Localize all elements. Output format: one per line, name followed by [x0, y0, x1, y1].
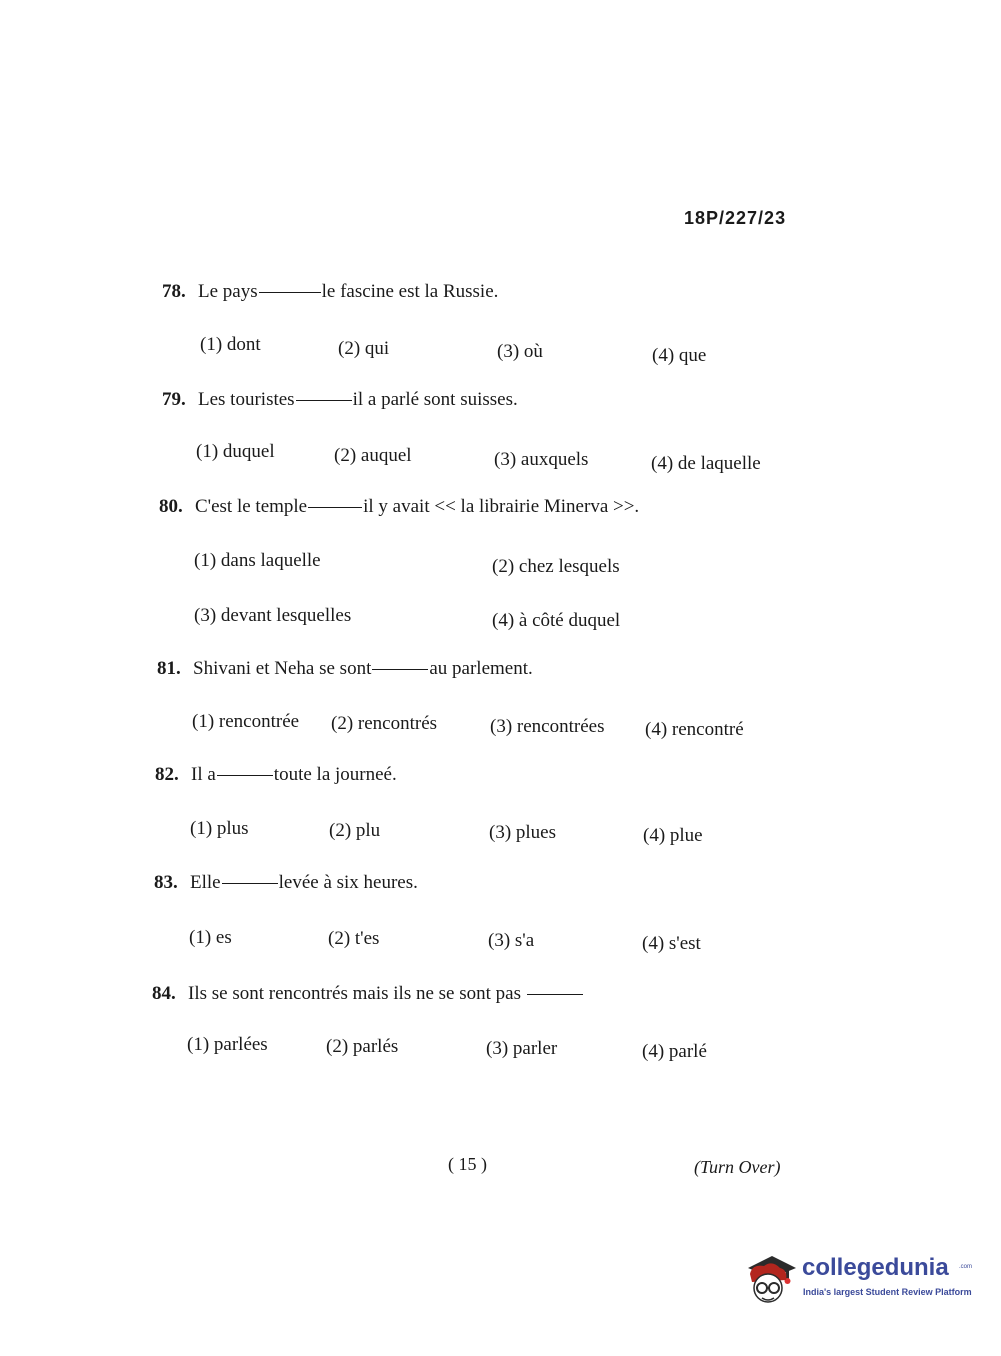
option-80-3: (3) devant lesquelles	[194, 605, 352, 626]
question-text-before: Elle	[190, 872, 221, 893]
answer-blank	[296, 400, 352, 401]
option-82-3: (3) plues	[489, 822, 557, 843]
option-78-2: (2) qui	[338, 338, 390, 359]
option-82-2: (2) plu	[329, 820, 381, 841]
question-text-before: Le pays	[198, 281, 258, 302]
question-80	[159, 496, 639, 518]
answer-blank	[372, 669, 428, 670]
option-83-3: (3) s'a	[488, 930, 535, 951]
option-84-1: (1) parlées	[187, 1034, 268, 1055]
question-number: 83.	[154, 872, 178, 893]
collegedunia-logo	[742, 1250, 972, 1310]
option-81-2: (2) rencontrés	[331, 713, 438, 734]
option-81-1: (1) rencontrée	[192, 711, 300, 732]
question-text-after: il y avait << la librairie Minerva >>.	[363, 496, 640, 517]
paper-code: 18P/227/23	[684, 208, 787, 228]
option-83-2: (2) t'es	[328, 928, 380, 949]
answer-blank	[217, 775, 273, 776]
option-84-2: (2) parlés	[326, 1036, 399, 1057]
turn-over-label: (Turn Over)	[694, 1157, 781, 1177]
answer-blank	[222, 883, 278, 884]
option-80-1: (1) dans laquelle	[194, 550, 321, 571]
page-number: ( 15 )	[448, 1154, 487, 1174]
option-84-3: (3) parler	[486, 1038, 558, 1059]
logo-wordmark: collegedunia	[802, 1254, 949, 1281]
option-83-4: (4) s'est	[642, 933, 701, 954]
option-79-2: (2) auquel	[334, 445, 412, 466]
question-number: 80.	[159, 496, 183, 517]
option-81-4: (4) rencontré	[645, 719, 744, 740]
mascot-icon	[742, 1250, 800, 1310]
question-78	[162, 281, 498, 303]
option-80-4: (4) à côté duquel	[492, 610, 621, 631]
question-text-before: Il a	[191, 764, 216, 785]
option-84-4: (4) parlé	[642, 1041, 707, 1062]
logo-tagline: India's largest Student Review Platform	[803, 1287, 972, 1297]
question-text-before: Shivani et Neha se sont	[193, 658, 372, 679]
option-83-1: (1) es	[189, 927, 232, 948]
question-number: 78.	[162, 281, 186, 302]
option-80-2: (2) chez lesquels	[492, 556, 620, 577]
question-text-after: toute la journeé.	[273, 764, 397, 785]
question-text-after: il a parlé sont suisses.	[352, 389, 518, 410]
option-81-3: (3) rencontrées	[490, 716, 605, 737]
option-78-3: (3) où	[497, 341, 543, 362]
question-text-before: C'est le temple	[195, 496, 308, 517]
question-79	[162, 389, 518, 411]
question-text-after: au parlement.	[429, 658, 533, 679]
question-text-after: le fascine est la Russie.	[321, 281, 499, 302]
option-78-1: (1) dont	[200, 334, 261, 355]
answer-blank	[259, 292, 321, 293]
option-78-4: (4) que	[652, 345, 707, 366]
question-83	[154, 872, 418, 894]
option-82-1: (1) plus	[190, 818, 249, 839]
question-number: 81.	[157, 658, 181, 679]
question-text-before: Les touristes	[198, 389, 295, 410]
question-82	[155, 764, 397, 786]
question-number: 84.	[152, 983, 176, 1004]
answer-blank	[527, 994, 583, 995]
question-number: 82.	[155, 764, 179, 785]
option-79-4: (4) de laquelle	[651, 453, 761, 474]
answer-blank	[308, 507, 362, 508]
option-79-1: (1) duquel	[196, 441, 275, 462]
question-84	[152, 983, 584, 1005]
question-text-before: Ils se sont rencontrés mais ils ne se sont pas	[188, 983, 521, 1004]
option-82-4: (4) plue	[643, 825, 703, 846]
question-number: 79.	[162, 389, 186, 410]
option-79-3: (3) auxquels	[494, 449, 589, 470]
question-81	[157, 658, 533, 680]
question-text-after: levée à six heures.	[278, 872, 418, 893]
logo-suffix: .com	[959, 1264, 973, 1270]
